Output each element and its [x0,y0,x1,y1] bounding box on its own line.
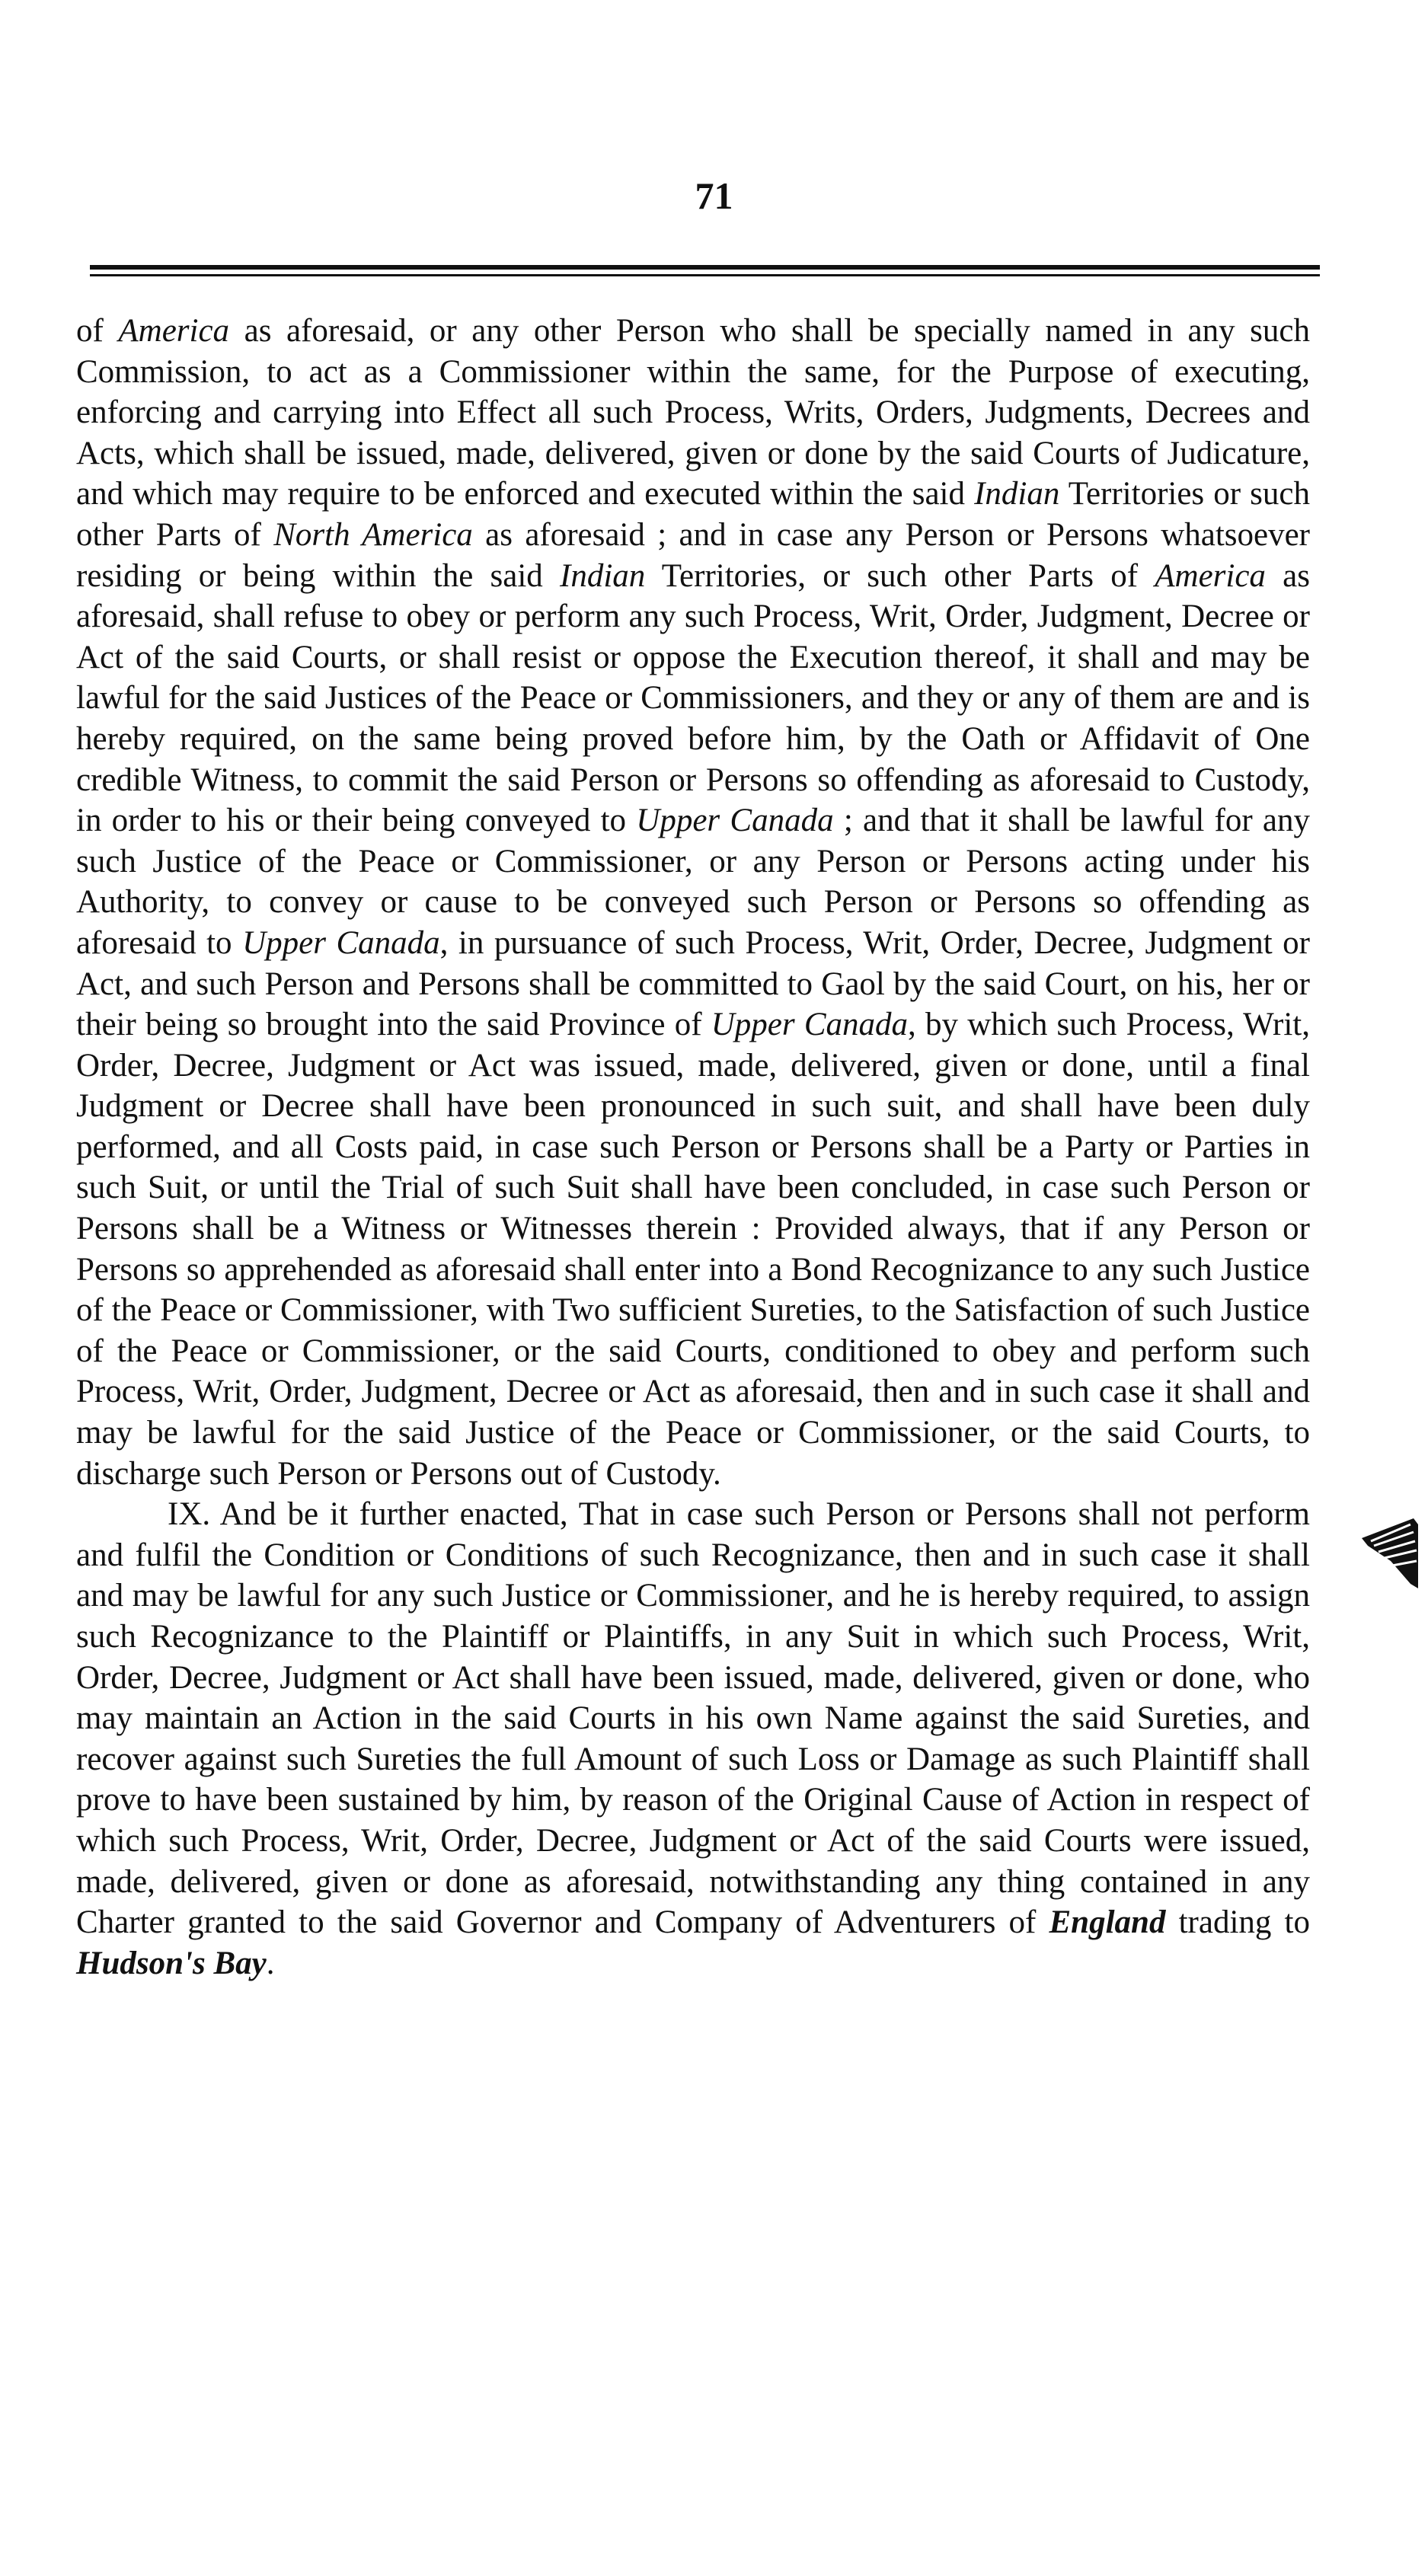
paragraph-continuation [76,311,1310,1494]
text-run: Territories or such other Parts of [76,476,1310,553]
text-run-italic: Upper Canada [711,1007,909,1043]
text-run: trading to [1165,1904,1310,1941]
text-run: , by which such Process, Writ, Order, Decree, Judgment or Act was issued, made, delivered, given or done, until a final Judgment or Decree shall have been pronounced in such suit, and shall have been duly performed, and all Costs paid, in case such Person or Persons shall be a Party or Parties in such Suit, or until the Trial of such Suit shall have been concluded, in case such Person or Persons shall be a Witness or Witnesses therein : Provided always, that if any Person or Persons so apprehended as aforesaid shall enter into a Bond Recognizance to any such Justice of the Peace or Commissioner, with Two sufficient Sureties, to the Satisfaction of such Justice of the Peace or Commissioner, or the said Courts, conditioned to obey and perform such Process, Writ, Order, Judgment, Decree or Act as aforesaid, then and in such case it shall and may be lawful for the said Justice of the Peace or Commissioner, or the said Courts, to discharge such Person or Persons out of Custody. [76,1007,1310,1492]
thumb-index-mark-icon [1360,1515,1420,1591]
text-run-italic: Upper Canada [636,803,834,839]
header-rule-thin [90,274,1320,276]
text-run: . [266,1945,275,1981]
text-run: ; and that it shall be lawful for any such Justice of the Peace or Commissioner, or any Person or Persons acting under his Authority, to convey or cause to be conveyed such Person or Persons so offending as aforesaid to [76,803,1311,961]
text-run-italic: North America [273,516,473,553]
text-run-italic: Upper Canada [242,924,440,961]
text-run-italic: England [1049,1904,1166,1941]
text-run: as aforesaid ; and in case any Person or Persons whatsoever residing or being within the said [76,516,1311,594]
text-run: as aforesaid, or any other Person who shall be specially named in any such Commission, to act as a Commissioner within the same, for the Purpose of executing, enforcing and carrying into Effect all such Process, Writs, Orders, Judgments, Decrees and Acts, which shall be issued, made, delivered, given or done by the said Courts of Judicature, and which may require to be enforced and executed within the said [76,313,1310,512]
text-run: of [76,313,119,349]
page-body [76,311,1310,1984]
text-run-italic: Hudson's Bay [76,1945,267,1981]
text-run-italic: Indian [974,476,1060,512]
text-run: IX. And be it further enacted, That in case such Person or Persons shall not perform and fulfil the Condition or Conditions of such Recognizance, then and in such case it shall and may be lawful for any such Justice or Commissioner, and he is hereby required, to assign such Recognizance to the Plaintiff or Plaintiffs, in any Suit in which such Process, Writ, Order, Decree, Judgment or Act shall have been issued, made, delivered, given or done, who may maintain an Action in the said Courts in his own Name against the said Sureties, and recover against such Sureties the full Amount of such Loss or Damage as such Plaintiff shall prove to have been sustained by him, by reason of the Original Cause of Action in respect of which such Process, Writ, Order, Decree, Judgment or Act of the said Courts were issued, made, delivered, given or done as aforesaid, notwithstanding any thing contained in any Charter granted to the said Governor and Company of Adventurers of [76,1496,1310,1941]
text-run-italic: America [1155,557,1266,594]
text-run: , in pursuance of such Process, Writ, Order, Decree, Judgment or Act, and such Person and Persons shall be committed to Gaol by the said Court, on his, her or their being so brought into the said Province of [76,924,1310,1043]
text-run: Territories, or such other Parts of [645,557,1155,594]
page-number: 71 [695,174,733,217]
text-run-italic: America [118,313,230,349]
text-run-italic: Indian [560,557,646,594]
text-run: as aforesaid, shall refuse to obey or perform any such Process, Writ, Order, Judgment, Decree or Act of the said Courts, or shall resist or oppose the Execution thereof, it shall and may be lawful for the said Justices of the Peace or Commissioners, and they or any of them are and is hereby required, on the same being proved before him, by the Oath or Affidavit of One credible Witness, to commit the said Person or Persons so offending as aforesaid to Custody, in order to his or their being conveyed to [76,557,1310,839]
paragraph-section-ix [76,1494,1310,1984]
header-rule-thick [90,265,1320,270]
